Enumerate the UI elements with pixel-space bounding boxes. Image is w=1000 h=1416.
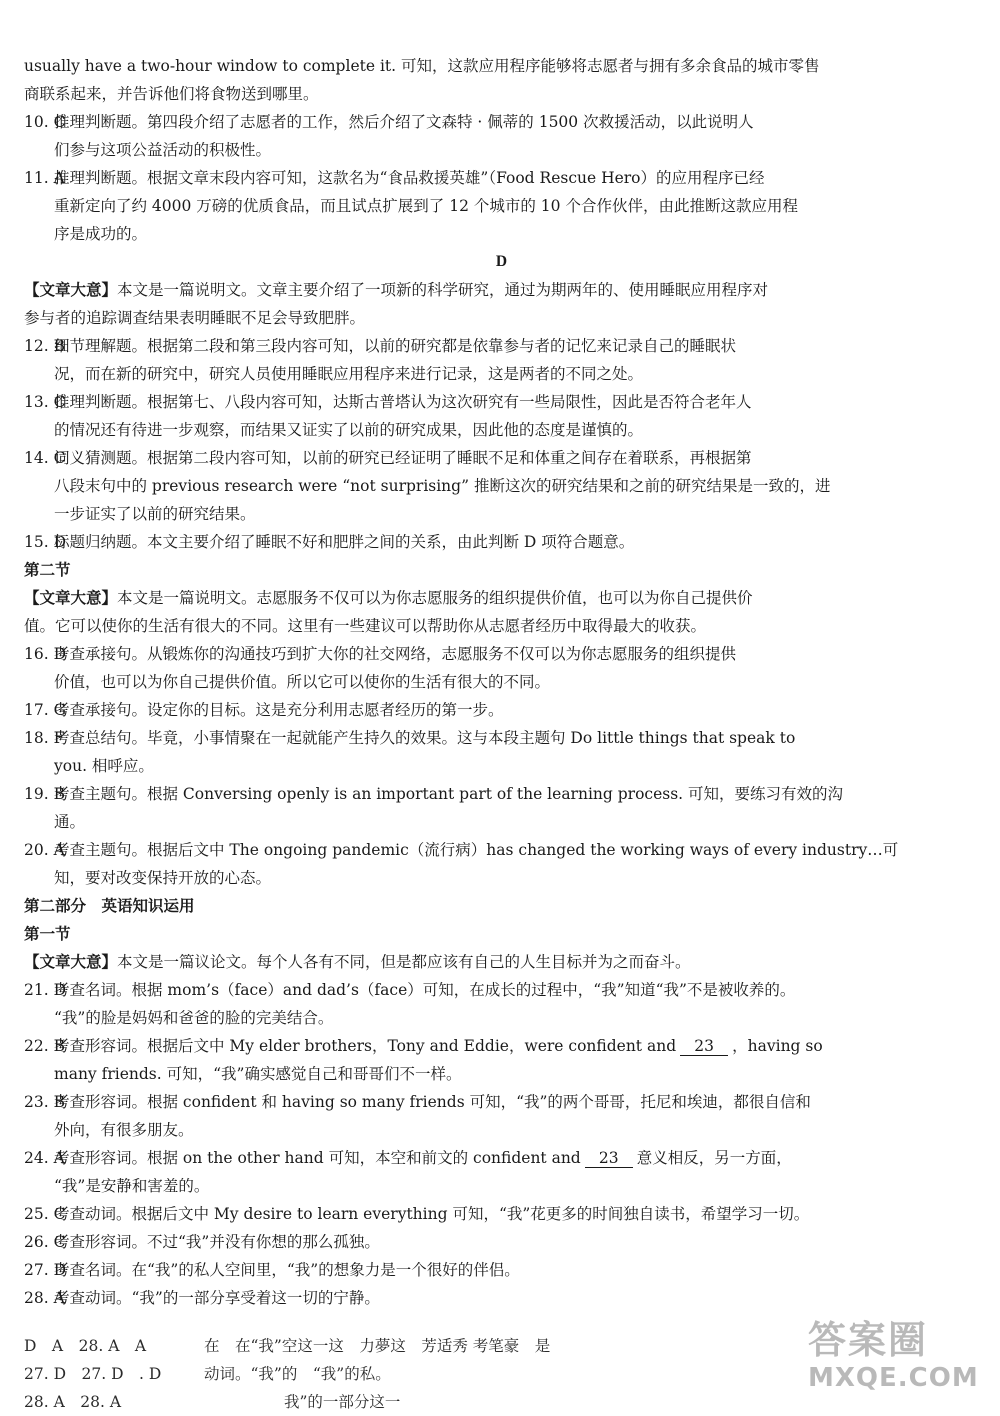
answer-item-17 — [24, 696, 979, 724]
explanation-line: 考查总结句。毕竟，小事情聚在一起就能产生持久的效果。这与本段主题句 Do little things that speak to — [54, 729, 796, 747]
answer-number: 25. C — [24, 1205, 66, 1223]
explanation-line: 考查形容词。不过“我”并没有你想的那么孤独。 — [54, 1233, 380, 1251]
garbled-left: D A 28. A A — [24, 1337, 147, 1355]
garbled-right: 动词。“我”的 “我”的私。 — [204, 1365, 391, 1383]
explanation-line: “我”是安静和害羞的。 — [54, 1177, 210, 1195]
explanation-line: 意义相反，另一方面， — [636, 1149, 792, 1167]
explanation-line: you. 相呼应。 — [54, 757, 154, 775]
answer-item-19 — [24, 780, 979, 836]
answer-number: 20. A — [24, 841, 65, 859]
answer-number: 12. B — [24, 337, 65, 355]
answer-item-26 — [24, 1228, 979, 1256]
answer-item-10 — [24, 108, 979, 164]
explanation-line: 考查动词。根据后文中 My desire to learn everything 可知，“我”花更多的时间独自读书，希望学习一切。 — [54, 1205, 810, 1223]
answer-item-23 — [24, 1088, 979, 1144]
answer-item-27 — [24, 1256, 979, 1284]
explanation-line: 考查名词。根据 mom’s（face）and dad’s（face）可知，在成长的过程中，“我”知道“我”不是被收养的。 — [54, 981, 796, 999]
explanation-line: 推理判断题。根据文章末段内容可知，这款名为“食品救援英雄”（Food Rescue Hero）的应用程序已经 — [54, 169, 765, 187]
answer-item-24 — [24, 1144, 979, 1200]
explanation-line: 知，要对改变保持开放的心态。 — [54, 869, 272, 887]
section-d-title: D — [495, 253, 508, 270]
explanation-line: 外向，有很多朋友。 — [54, 1121, 194, 1139]
summary-label: 【文章大意】 — [24, 280, 118, 299]
blank-reference: 23 — [585, 1149, 633, 1168]
explanation-line: 词义猜测题。根据第二段内容可知，以前的研究已经证明了睡眠不足和体重之间存在着联系，再根据第 — [54, 449, 752, 467]
blank-reference: 23 — [680, 1037, 728, 1056]
answer-item-14 — [24, 444, 979, 528]
summary-text: 本文是一篇说明文。文章主要介绍了一项新的科学研究，通过为期两年的、使用睡眠应用程序对 — [117, 281, 769, 299]
explanation-line: 细节理解题。根据第二段和第三段内容可知，以前的研究都是依靠参与者的记忆来记录自己的睡眠状 — [54, 337, 737, 355]
answer-item-16 — [24, 640, 979, 696]
explanation-line: 考查承接句。从锻炼你的沟通技巧到扩大你的社交网络，志愿服务不仅可以为你志愿服务的组织提供 — [54, 645, 737, 663]
explanation-line: 通。 — [54, 813, 86, 831]
explanation-line: 序是成功的。 — [54, 225, 148, 243]
explanation-line: 标题归纳题。本文主要介绍了睡眠不好和肥胖之间的关系，由此判断 D 项符合题意。 — [54, 533, 635, 551]
garbled-right: 在 在“我”空这一这 力夢这 芳适秀 考笔豪 是 — [204, 1337, 551, 1355]
answer-item-15 — [24, 528, 979, 556]
answer-number: 13. C — [24, 393, 66, 411]
explanation-line: 推理判断题。第四段介绍了志愿者的工作，然后介绍了文森特 · 佩蒂的 1500 次救援活动，以此说明人 — [54, 113, 754, 131]
answer-number: 15. D — [24, 533, 67, 551]
answer-number: 28. A — [24, 1289, 65, 1307]
summary-text: 本文是一篇议论文。每个人各有不同，但是都应该有自己的人生目标并为之而奋斗。 — [117, 953, 691, 971]
answer-item-21 — [24, 976, 979, 1032]
answer-number: 19. B — [24, 785, 65, 803]
answer-number: 11. A — [24, 169, 65, 187]
answer-number: 27. D — [24, 1261, 67, 1279]
answer-number: 22. B — [24, 1037, 65, 1055]
explanation-line: 重新定向了约 4000 万磅的优质食品，而且试点扩展到了 12 个城市的 10 个合作伙伴，由此推断这款应用程 — [54, 197, 798, 215]
explanation-line: 八段末句中的 previous research were “not surprising” 推断这次的研究结果和之前的研究结果是一致的，进 — [54, 477, 831, 495]
section-c-tail-line1: usually have a two-hour window to complete it. 可知，这款应用程序能够将志愿者与拥有多余食品的城市零售 — [24, 57, 820, 75]
answer-item-20 — [24, 836, 979, 892]
explanation-line: 们参与这项公益活动的积极性。 — [54, 141, 272, 159]
site-watermark — [808, 1318, 988, 1402]
explanation-line: 考查承接句。设定你的目标。这是充分利用志愿者经历的第一步。 — [54, 701, 504, 719]
answer-item-18 — [24, 724, 979, 780]
explanation-line: 考查形容词。根据 confident 和 having so many friends 可知，“我”的两个哥哥，托尼和埃迪，都很自信和 — [54, 1093, 811, 1111]
explanation-line: 一步证实了以前的研究结果。 — [54, 505, 256, 523]
section-heading: 第一节 — [24, 924, 71, 943]
explanation-line: 考查形容词。根据 on the other hand 可知，本空和前文的 confident and — [54, 1149, 581, 1167]
watermark-en: MXQE.COM — [808, 1363, 979, 1393]
explanation-line: 考查名词。在“我”的私人空间里，“我”的想象力是一个很好的伴侣。 — [54, 1261, 520, 1279]
garbled-left: 28. A 28. A — [24, 1393, 122, 1411]
answer-item-22 — [24, 1032, 979, 1088]
answer-item-11 — [24, 164, 979, 248]
summary-text: 本文是一篇说明文。志愿服务不仅可以为你志愿服务的组织提供价值，也可以为你自己提供价 — [117, 589, 753, 607]
summary-label: 【文章大意】 — [24, 588, 118, 607]
answer-item-12 — [24, 332, 979, 388]
explanation-line: ，having so — [732, 1037, 823, 1055]
explanation-line: 考查主题句。根据后文中 The ongoing pandemic（流行病）has changed the working ways of every industry…可 — [54, 841, 899, 859]
explanation-line: 价值，也可以为你自己提供价值。所以它可以使你的生活有很大的不同。 — [54, 673, 551, 691]
explanation-line: 考查动词。“我”的一部分享受着这一切的宁静。 — [54, 1289, 380, 1307]
answer-item-25 — [24, 1200, 979, 1228]
explanation-line: 况，而在新的研究中，研究人员使用睡眠应用程序来进行记录，这是两者的不同之处。 — [54, 365, 644, 383]
answer-number: 14. C — [24, 449, 66, 467]
answer-number: 17. G — [24, 701, 66, 719]
answer-item-28 — [24, 1284, 979, 1312]
answer-number: 21. D — [24, 981, 67, 999]
explanation-line: many friends. 可知，“我”确实感觉自己和哥哥们不一样。 — [54, 1065, 462, 1083]
answer-number: 10. C — [24, 113, 66, 131]
explanation-line: 考查形容词。根据后文中 My elder brothers，Tony and Eddie，were confident and — [54, 1037, 677, 1055]
answer-number: 16. D — [24, 645, 67, 663]
section-c-tail-line2: 商联系起来，并告诉他们将食物送到哪里。 — [24, 85, 319, 103]
answer-page — [24, 52, 979, 1416]
part-heading: 第二部分 英语知识运用 — [24, 896, 195, 915]
answer-number: 26. C — [24, 1233, 66, 1251]
garbled-right: 我”的一部分这一 — [284, 1393, 401, 1411]
explanation-line: “我”的脸是妈妈和爸爸的脸的完美结合。 — [54, 1009, 334, 1027]
summary-text: 参与者的追踪调查结果表明睡眠不足会导致肥胖。 — [24, 309, 366, 327]
garbled-left: 27. D 27. D . D — [24, 1365, 162, 1383]
explanation-line: 考查主题句。根据 Conversing openly is an important part of the learning process. 可知，要练习有效的沟 — [54, 785, 844, 803]
explanation-line: 的情况还有待进一步观察，而结果又证实了以前的研究成果，因此他的态度是谨慎的。 — [54, 421, 644, 439]
watermark-cn: 答案圈 — [808, 1318, 929, 1362]
summary-text: 值。它可以使你的生活有很大的不同。这里有一些建议可以帮助你从志愿者经历中取得最大的收获。 — [24, 617, 707, 635]
summary-label: 【文章大意】 — [24, 952, 118, 971]
answer-number: 18. F — [24, 729, 65, 747]
answer-number: 24. A — [24, 1149, 65, 1167]
answer-number: 23. B — [24, 1093, 65, 1111]
answer-item-13 — [24, 388, 979, 444]
explanation-line: 推理判断题。根据第七、八段内容可知，达斯古普塔认为这次研究有一些局限性，因此是否符合老年人 — [54, 393, 752, 411]
section-heading: 第二节 — [24, 560, 71, 579]
